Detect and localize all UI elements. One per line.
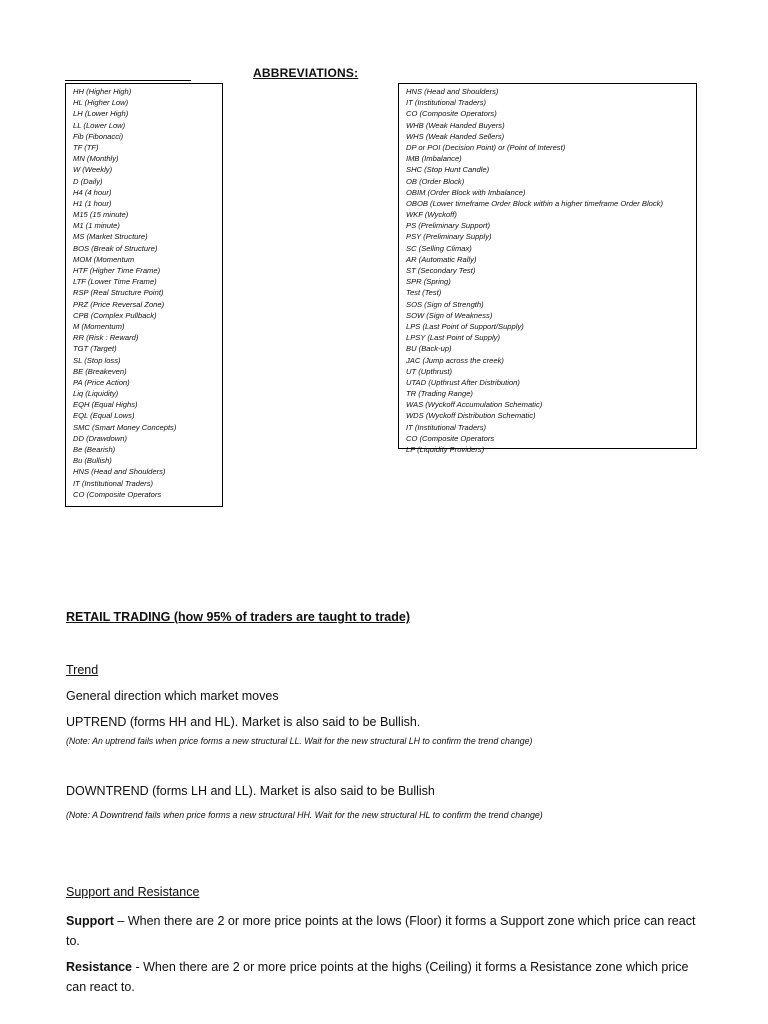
abbreviation-item: LPS (Last Point of Support/Supply) (406, 321, 524, 331)
abbreviation-item: H1 (1 hour) (73, 198, 112, 208)
abbreviation-item: H4 (4 hour) (73, 187, 112, 197)
abbreviation-item: RSP (Real Structure Point) (73, 288, 164, 298)
resistance-term: Resistance (66, 960, 133, 974)
abbreviation-item: Fib (Fibonacci) (73, 131, 124, 141)
abbreviation-item: LH (Lower High) (73, 109, 129, 119)
abbreviation-item: UT (Upthrust) (406, 366, 452, 376)
abbreviation-item: MN (Monthly) (73, 154, 119, 164)
abbreviation-item: Liq (Liquidity) (73, 389, 119, 399)
abbreviation-item: SOS (Sign of Strength) (406, 299, 484, 309)
abbreviation-item: W (Weekly) (73, 165, 113, 175)
downtrend-note: (Note: A Downtrend fails when price forms a new structural HH. Wait for the new structural HL to confirm the trend change) (66, 810, 543, 820)
abbreviation-item: SMC (Smart Money Concepts) (73, 422, 177, 432)
abbreviations-left-box (65, 83, 223, 507)
abbreviation-item: JAC (Jump across the creek) (406, 355, 504, 365)
abbreviation-item: RR (Risk : Reward) (73, 333, 139, 343)
trend-heading: Trend (66, 663, 99, 677)
resistance-text: - When there are 2 or more price points at the highs (Ceiling) it forms a Resistance zone which price can react to. (66, 960, 689, 994)
abbreviation-item: SC (Selling Climax) (406, 243, 472, 253)
abbreviations-title: ABBREVIATIONS: (253, 66, 359, 80)
abbreviation-item: SPR (Spring) (406, 277, 451, 287)
abbreviation-item: SOW (Sign of Weakness) (406, 310, 493, 320)
abbreviation-item: TF (TF) (73, 142, 99, 152)
abbreviation-item: WHS (Weak Handed Sellers) (406, 131, 505, 141)
abbreviation-item: BOS (Break of Structure) (73, 243, 158, 253)
abbreviation-item: OBOB (Lower timeframe Order Block within a higher timeframe Order Block) (406, 198, 664, 208)
abbreviation-item: MS (Market Structure) (73, 232, 148, 242)
support-paragraph (66, 911, 706, 951)
trend-definition: General direction which market moves (66, 689, 279, 703)
abbreviation-item: Bu (Bullish) (73, 456, 112, 466)
abbreviation-item: PS (Preliminary Support) (406, 221, 490, 231)
abbreviations-left-list (73, 86, 222, 500)
abbreviation-item: Test (Test) (406, 288, 442, 298)
resistance-paragraph (66, 957, 706, 997)
abbreviation-item: AR (Automatic Rally) (406, 254, 477, 264)
abbreviation-item: WKF (Wyckoff) (406, 210, 457, 220)
abbreviation-item: CO (Composite Operators (73, 489, 162, 499)
abbreviation-item: SL (Stop loss) (73, 355, 121, 365)
abbreviation-item: LL (Lower Low) (73, 120, 126, 130)
abbreviation-item: Be (Bearish) (73, 445, 116, 454)
abbreviation-item: BU (Back-up) (406, 344, 452, 354)
abbreviation-item: IT (Institutional Traders) (406, 98, 487, 108)
abbreviation-item: M1 (1 minute) (73, 221, 120, 231)
support-term: Support (66, 914, 114, 928)
abbreviation-item: WHB (Weak Handed Buyers) (406, 120, 505, 130)
abbreviation-item: HNS (Head and Shoulders) (73, 467, 166, 477)
support-text: – When there are 2 or more price points at the lows (Floor) it forms a Support zone which price can react to. (66, 914, 696, 948)
abbreviation-item: MOM (Momentum (73, 254, 135, 264)
title-rule (65, 80, 191, 81)
abbreviation-item: HH (Higher High) (73, 87, 132, 96)
abbreviation-item: M15 (15 minute) (73, 210, 129, 220)
retail-trading-heading: RETAIL TRADING (how 95% of traders are taught to trade) (66, 610, 411, 624)
abbreviation-item: OB (Order Block) (406, 176, 465, 186)
abbreviation-item: D (Daily) (73, 176, 103, 186)
abbreviation-item: SHC (Stop Hunt Candle) (406, 165, 490, 175)
abbreviation-item: BE (Breakeven) (73, 366, 127, 376)
abbreviation-item: HNS (Head and Shoulders) (406, 87, 499, 96)
abbreviation-item: DP or POI (Decision Point) or (Point of Interest) (406, 142, 566, 152)
abbreviation-item: IMB (Imbalance) (406, 154, 462, 164)
abbreviation-item: EQL (Equal Lows) (73, 411, 135, 421)
abbreviation-item: PSY (Preliminary Supply) (406, 232, 492, 242)
uptrend-note: (Note: An uptrend fails when price forms a new structural LL. Wait for the new structural LH to confirm the trend change) (66, 736, 533, 746)
abbreviation-item: OBIM (Order Block with Imbalance) (406, 187, 526, 197)
abbreviation-item: M (Momentum) (73, 321, 125, 331)
abbreviation-item: PRZ (Price Reversal Zone) (73, 299, 165, 309)
abbreviation-item: CO (Composite Operators (406, 433, 495, 443)
abbreviation-item: IT (Institutional Traders) (73, 478, 154, 488)
abbreviation-item: HL (Higher Low) (73, 98, 129, 108)
abbreviations-right-box (398, 83, 697, 454)
abbreviation-item: EQH (Equal Highs) (73, 400, 138, 410)
uptrend-text: UPTREND (forms HH and HL). Market is also said to be Bullish. (66, 715, 421, 729)
abbreviation-item: DD (Drawdown) (73, 433, 128, 443)
abbreviation-item: TGT (Target) (73, 344, 117, 354)
abbreviation-item: CO (Composite Operators) (406, 109, 497, 119)
abbreviation-item: WAS (Wyckoff Accumulation Schematic) (406, 400, 543, 410)
abbreviation-item: ST (Secondary Test) (406, 266, 476, 275)
support-resistance-heading: Support and Resistance (66, 885, 200, 899)
abbreviation-item: WDS (Wyckoff Distribution Schematic) (406, 411, 536, 421)
abbreviation-item: LPSY (Last Point of Supply) (406, 333, 500, 343)
downtrend-text: DOWNTREND (forms LH and LL). Market is also said to be Bullish (66, 784, 435, 798)
abbreviation-item: TR (Trading Range) (406, 389, 473, 399)
abbreviations-right-list (406, 86, 696, 455)
abbreviation-item: IT (Institutional Traders) (406, 422, 487, 432)
abbreviation-item: PA (Price Action) (73, 377, 130, 387)
abbreviation-item: LTF (Lower Time Frame) (73, 277, 157, 287)
abbreviation-item: LP (Liquidity Providers) (406, 445, 485, 454)
abbreviation-item: UTAD (Upthrust After Distribution) (406, 377, 520, 387)
abbreviation-item: CPB (Complex Pullback) (73, 310, 157, 320)
abbreviation-item: HTF (Higher Time Frame) (73, 266, 161, 275)
